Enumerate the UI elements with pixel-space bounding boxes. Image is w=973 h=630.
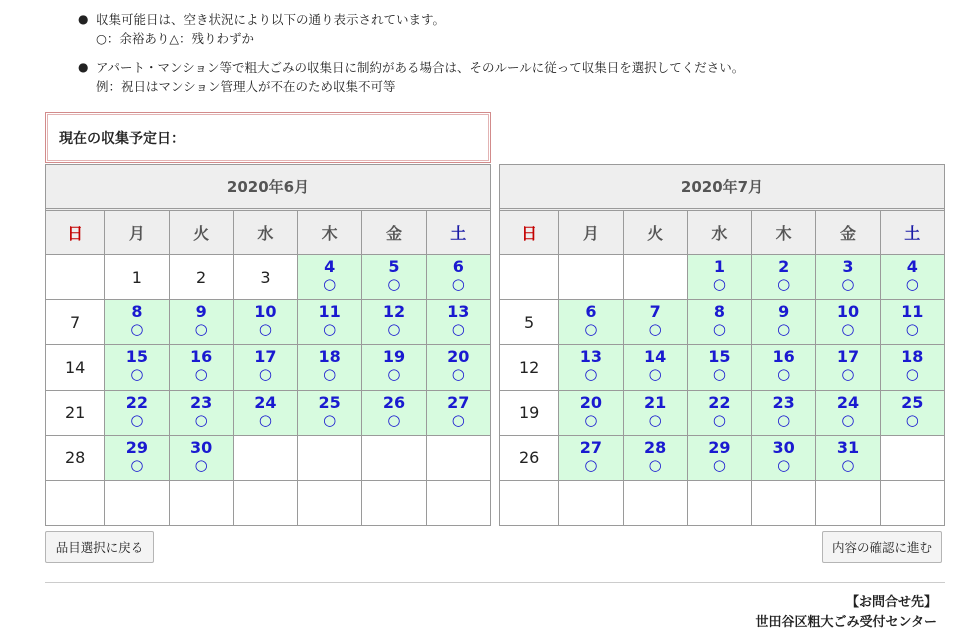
calendar-day-empty bbox=[233, 435, 297, 480]
day-number: 18 bbox=[901, 347, 924, 367]
calendar-day-available[interactable] bbox=[559, 345, 623, 390]
weekday-header: 木 bbox=[752, 211, 816, 255]
calendar-day-available[interactable] bbox=[880, 300, 944, 345]
day-number: 4 bbox=[906, 257, 918, 277]
availability-circle-icon: ○ bbox=[648, 320, 662, 339]
availability-circle-icon: ○ bbox=[451, 365, 465, 384]
day-number: 11 bbox=[901, 302, 924, 322]
weekday-header: 月 bbox=[559, 211, 623, 255]
day-number: 20 bbox=[447, 347, 470, 367]
bullet-icon: ● bbox=[78, 60, 89, 74]
day-number: 7 bbox=[649, 302, 661, 322]
calendar-day-available[interactable] bbox=[298, 345, 362, 390]
current-collection-date-box bbox=[45, 112, 491, 163]
availability-circle-icon: ○ bbox=[323, 410, 337, 429]
availability-circle-icon: ○ bbox=[905, 275, 919, 294]
contact-heading: 【お問合せ先】 bbox=[845, 595, 937, 610]
day-number: 27 bbox=[579, 437, 603, 457]
day-number: 24 bbox=[836, 392, 860, 412]
availability-circle-icon: ○ bbox=[841, 275, 855, 294]
availability-circle-icon: ○ bbox=[777, 455, 791, 474]
availability-circle-icon: ○ bbox=[258, 320, 272, 339]
calendar-day-empty bbox=[687, 480, 751, 525]
day-number: 6 bbox=[452, 257, 464, 277]
day-number: 18 bbox=[318, 347, 341, 367]
calendar-day: 3 bbox=[233, 255, 297, 300]
day-number: 23 bbox=[772, 392, 795, 412]
calendar-day-available[interactable] bbox=[298, 300, 362, 345]
availability-circle-icon: ○ bbox=[194, 365, 208, 384]
availability-circle-icon: ○ bbox=[258, 410, 272, 429]
calendar-day-available[interactable] bbox=[105, 300, 169, 345]
day-number: 9 bbox=[778, 302, 790, 322]
calendar-july bbox=[499, 164, 945, 526]
availability-circle-icon: ○ bbox=[648, 455, 662, 474]
calendar-day-available[interactable] bbox=[752, 345, 816, 390]
weekday-header: 水 bbox=[233, 211, 297, 255]
weekday-header: 木 bbox=[298, 211, 362, 255]
availability-circle-icon: ○ bbox=[387, 275, 401, 294]
calendar-day-available[interactable] bbox=[559, 390, 623, 435]
calendar-day-available[interactable] bbox=[233, 345, 297, 390]
calendar-day-empty bbox=[46, 255, 105, 300]
day-number: 10 bbox=[836, 302, 860, 322]
calendar-day-available[interactable] bbox=[880, 255, 944, 300]
calendar-day-empty bbox=[169, 480, 233, 525]
calendar-day-empty bbox=[426, 480, 490, 525]
calendar-day-empty bbox=[362, 480, 426, 525]
availability-circle-icon: ○ bbox=[905, 410, 919, 429]
day-number: 19 bbox=[382, 347, 406, 367]
calendar-day-empty bbox=[623, 255, 687, 300]
proceed-to-confirmation-button[interactable]: 内容の確認に進む bbox=[822, 531, 942, 563]
availability-circle-icon: ○ bbox=[648, 410, 662, 429]
availability-circle-icon: ○ bbox=[584, 455, 598, 474]
calendar-day-empty bbox=[559, 480, 623, 525]
availability-circle-icon: ○ bbox=[130, 410, 144, 429]
day-number: 30 bbox=[190, 437, 213, 457]
availability-circle-icon: ○ bbox=[712, 275, 726, 294]
calendar-day-available[interactable] bbox=[105, 345, 169, 390]
availability-circle-icon: ○ bbox=[841, 410, 855, 429]
contact-name: 世田谷区粗大ごみ受付センター bbox=[755, 615, 937, 630]
weekday-header: 火 bbox=[169, 211, 233, 255]
calendar-day-available[interactable] bbox=[298, 255, 362, 300]
note-line: アパート・マンション等で粗大ごみの収集日に制約がある場合は、そのルールに従って収集日を選択してください。 bbox=[96, 60, 745, 75]
back-to-item-selection-button[interactable]: 品目選択に戻る bbox=[45, 531, 154, 563]
calendar-day-available[interactable] bbox=[169, 435, 233, 480]
day-number: 13 bbox=[579, 347, 603, 367]
calendar-day-available[interactable] bbox=[687, 300, 751, 345]
calendar-day-available[interactable] bbox=[426, 300, 490, 345]
day-number: 16 bbox=[190, 347, 213, 367]
availability-circle-icon: ○ bbox=[387, 365, 401, 384]
availability-circle-icon: ○ bbox=[258, 365, 272, 384]
calendar-day-empty bbox=[752, 480, 816, 525]
day-number: 15 bbox=[125, 347, 149, 367]
calendar-day-available[interactable] bbox=[687, 390, 751, 435]
calendar-day-empty bbox=[500, 255, 559, 300]
calendar-day-empty bbox=[880, 435, 944, 480]
calendar-day-available[interactable] bbox=[559, 435, 623, 480]
day-number: 8 bbox=[131, 302, 143, 322]
day-number: 1 bbox=[713, 257, 725, 277]
day-number: 29 bbox=[125, 437, 149, 457]
calendar-day-available[interactable] bbox=[298, 390, 362, 435]
calendar-june bbox=[45, 164, 491, 526]
availability-circle-icon: ○ bbox=[451, 275, 465, 294]
availability-circle-icon: ○ bbox=[841, 455, 855, 474]
calendar-day-empty bbox=[46, 480, 105, 525]
day-number: 12 bbox=[382, 302, 406, 322]
current-collection-date-label: 現在の収集予定日： bbox=[47, 114, 489, 161]
availability-circle-icon: ○ bbox=[323, 365, 337, 384]
availability-circle-icon: ○ bbox=[451, 410, 465, 429]
calendar-day-available[interactable] bbox=[362, 345, 426, 390]
day-number: 30 bbox=[772, 437, 795, 457]
calendar-month-title: 2020年6月 bbox=[46, 165, 491, 209]
weekday-header: 金 bbox=[362, 211, 426, 255]
day-number: 6 bbox=[585, 302, 597, 322]
availability-circle-icon: ○ bbox=[905, 320, 919, 339]
calendar-day-empty bbox=[559, 255, 623, 300]
availability-circle-icon: ○ bbox=[584, 410, 598, 429]
calendar-day-available[interactable] bbox=[687, 345, 751, 390]
day-number: 25 bbox=[318, 392, 341, 412]
availability-circle-icon: ○ bbox=[841, 320, 855, 339]
calendar-day-empty bbox=[298, 435, 362, 480]
calendar-day: 2 bbox=[169, 255, 233, 300]
day-number: 2 bbox=[778, 257, 790, 277]
availability-circle-icon: ○ bbox=[712, 455, 726, 474]
calendar-day-available[interactable] bbox=[752, 435, 816, 480]
day-number: 17 bbox=[254, 347, 277, 367]
availability-circle-icon: ○ bbox=[584, 365, 598, 384]
calendar-day-available[interactable] bbox=[169, 345, 233, 390]
calendar-day-available[interactable] bbox=[233, 300, 297, 345]
calendar-day-available[interactable] bbox=[752, 255, 816, 300]
day-number: 13 bbox=[447, 302, 470, 322]
day-number: 23 bbox=[190, 392, 213, 412]
weekday-header: 日 bbox=[500, 211, 559, 255]
calendar-day-available[interactable] bbox=[880, 390, 944, 435]
calendar-day-available[interactable] bbox=[623, 300, 687, 345]
day-number: 8 bbox=[713, 302, 725, 322]
calendar-day-available[interactable] bbox=[687, 255, 751, 300]
note-item bbox=[78, 58, 938, 96]
calendar-day-available[interactable] bbox=[623, 435, 687, 480]
day-number: 27 bbox=[447, 392, 470, 412]
calendar-day-available[interactable] bbox=[362, 255, 426, 300]
day-number: 15 bbox=[708, 347, 731, 367]
calendar-day-empty bbox=[362, 435, 426, 480]
day-number: 22 bbox=[125, 392, 149, 412]
day-number: 31 bbox=[836, 437, 860, 457]
availability-circle-icon: ○ bbox=[194, 455, 208, 474]
calendar-day-available[interactable] bbox=[880, 345, 944, 390]
calendar-day-available[interactable] bbox=[623, 345, 687, 390]
weekday-header: 火 bbox=[623, 211, 687, 255]
calendar-day-empty bbox=[298, 480, 362, 525]
note-line: ○：余裕あり△：残りわずか bbox=[96, 31, 255, 46]
weekday-header: 日 bbox=[46, 211, 105, 255]
calendar-day-available[interactable] bbox=[816, 345, 880, 390]
calendar-day: 14 bbox=[46, 345, 105, 390]
availability-circle-icon: ○ bbox=[130, 455, 144, 474]
day-number: 21 bbox=[644, 392, 667, 412]
calendar-day-empty bbox=[500, 480, 559, 525]
day-number: 29 bbox=[708, 437, 731, 457]
day-number: 14 bbox=[644, 347, 667, 367]
note-line: 例：祝日はマンション管理人が不在のため収集不可等 bbox=[96, 79, 396, 94]
calendar-day-available[interactable] bbox=[169, 300, 233, 345]
calendar-day-empty bbox=[623, 480, 687, 525]
calendar-day-empty bbox=[233, 480, 297, 525]
calendar-day-available[interactable] bbox=[169, 390, 233, 435]
day-number: 11 bbox=[318, 302, 341, 322]
calendar-day-available[interactable] bbox=[816, 255, 880, 300]
availability-circle-icon: ○ bbox=[841, 365, 855, 384]
calendar-day-available[interactable] bbox=[687, 435, 751, 480]
availability-circle-icon: ○ bbox=[777, 275, 791, 294]
weekday-header: 月 bbox=[105, 211, 169, 255]
calendar-day-available[interactable] bbox=[362, 390, 426, 435]
calendar-day-available[interactable] bbox=[623, 390, 687, 435]
weekday-header: 水 bbox=[687, 211, 751, 255]
availability-circle-icon: ○ bbox=[130, 365, 144, 384]
calendar-day-empty bbox=[816, 480, 880, 525]
bullet-icon: ● bbox=[78, 12, 89, 26]
calendar-day: 12 bbox=[500, 345, 559, 390]
calendar-day-available[interactable] bbox=[105, 390, 169, 435]
calendar-day: 5 bbox=[500, 300, 559, 345]
weekday-header: 土 bbox=[880, 211, 944, 255]
day-number: 17 bbox=[836, 347, 860, 367]
availability-circle-icon: ○ bbox=[387, 410, 401, 429]
availability-circle-icon: ○ bbox=[387, 320, 401, 339]
day-number: 26 bbox=[382, 392, 406, 412]
availability-circle-icon: ○ bbox=[194, 320, 208, 339]
availability-circle-icon: ○ bbox=[712, 410, 726, 429]
calendar-day-empty bbox=[426, 435, 490, 480]
calendar-day-available[interactable] bbox=[426, 390, 490, 435]
weekday-header: 土 bbox=[426, 211, 490, 255]
day-number: 25 bbox=[901, 392, 924, 412]
day-number: 3 bbox=[842, 257, 854, 277]
day-number: 24 bbox=[254, 392, 277, 412]
calendar-day-available[interactable] bbox=[233, 390, 297, 435]
availability-circle-icon: ○ bbox=[130, 320, 144, 339]
calendar-day: 26 bbox=[500, 435, 559, 480]
day-number: 10 bbox=[254, 302, 277, 322]
availability-circle-icon: ○ bbox=[777, 320, 791, 339]
calendar-day-available[interactable] bbox=[752, 390, 816, 435]
calendar-day-available[interactable] bbox=[752, 300, 816, 345]
calendar-day: 19 bbox=[500, 390, 559, 435]
availability-circle-icon: ○ bbox=[323, 320, 337, 339]
day-number: 20 bbox=[579, 392, 603, 412]
instruction-notes bbox=[78, 10, 938, 106]
day-number: 16 bbox=[772, 347, 795, 367]
calendar-day-empty bbox=[105, 480, 169, 525]
divider bbox=[45, 582, 945, 583]
calendar-day-available[interactable] bbox=[816, 435, 880, 480]
availability-circle-icon: ○ bbox=[905, 365, 919, 384]
availability-circle-icon: ○ bbox=[777, 365, 791, 384]
calendar-month-title: 2020年7月 bbox=[500, 165, 945, 209]
day-number: 28 bbox=[644, 437, 667, 457]
calendar-day-available[interactable] bbox=[816, 390, 880, 435]
availability-circle-icon: ○ bbox=[323, 275, 337, 294]
calendar-day-available[interactable] bbox=[816, 300, 880, 345]
day-number: 22 bbox=[708, 392, 731, 412]
calendar-day: 7 bbox=[46, 300, 105, 345]
calendar-day: 1 bbox=[105, 255, 169, 300]
weekday-header: 金 bbox=[816, 211, 880, 255]
note-item bbox=[78, 10, 938, 48]
availability-circle-icon: ○ bbox=[451, 320, 465, 339]
availability-circle-icon: ○ bbox=[712, 365, 726, 384]
day-number: 9 bbox=[195, 302, 207, 322]
calendar-day: 21 bbox=[46, 390, 105, 435]
availability-circle-icon: ○ bbox=[777, 410, 791, 429]
calendar-day-available[interactable] bbox=[559, 300, 623, 345]
calendar-day-empty bbox=[880, 480, 944, 525]
calendar-day-available[interactable] bbox=[426, 255, 490, 300]
availability-circle-icon: ○ bbox=[584, 320, 598, 339]
day-number: 4 bbox=[324, 257, 336, 277]
availability-circle-icon: ○ bbox=[194, 410, 208, 429]
calendar-day: 28 bbox=[46, 435, 105, 480]
calendar-day-available[interactable] bbox=[362, 300, 426, 345]
calendar-day-available[interactable] bbox=[105, 435, 169, 480]
availability-circle-icon: ○ bbox=[712, 320, 726, 339]
availability-circle-icon: ○ bbox=[648, 365, 662, 384]
day-number: 5 bbox=[388, 257, 400, 277]
note-line: 収集可能日は、空き状況により以下の通り表示されています。 bbox=[96, 12, 446, 27]
calendar-day-available[interactable] bbox=[426, 345, 490, 390]
